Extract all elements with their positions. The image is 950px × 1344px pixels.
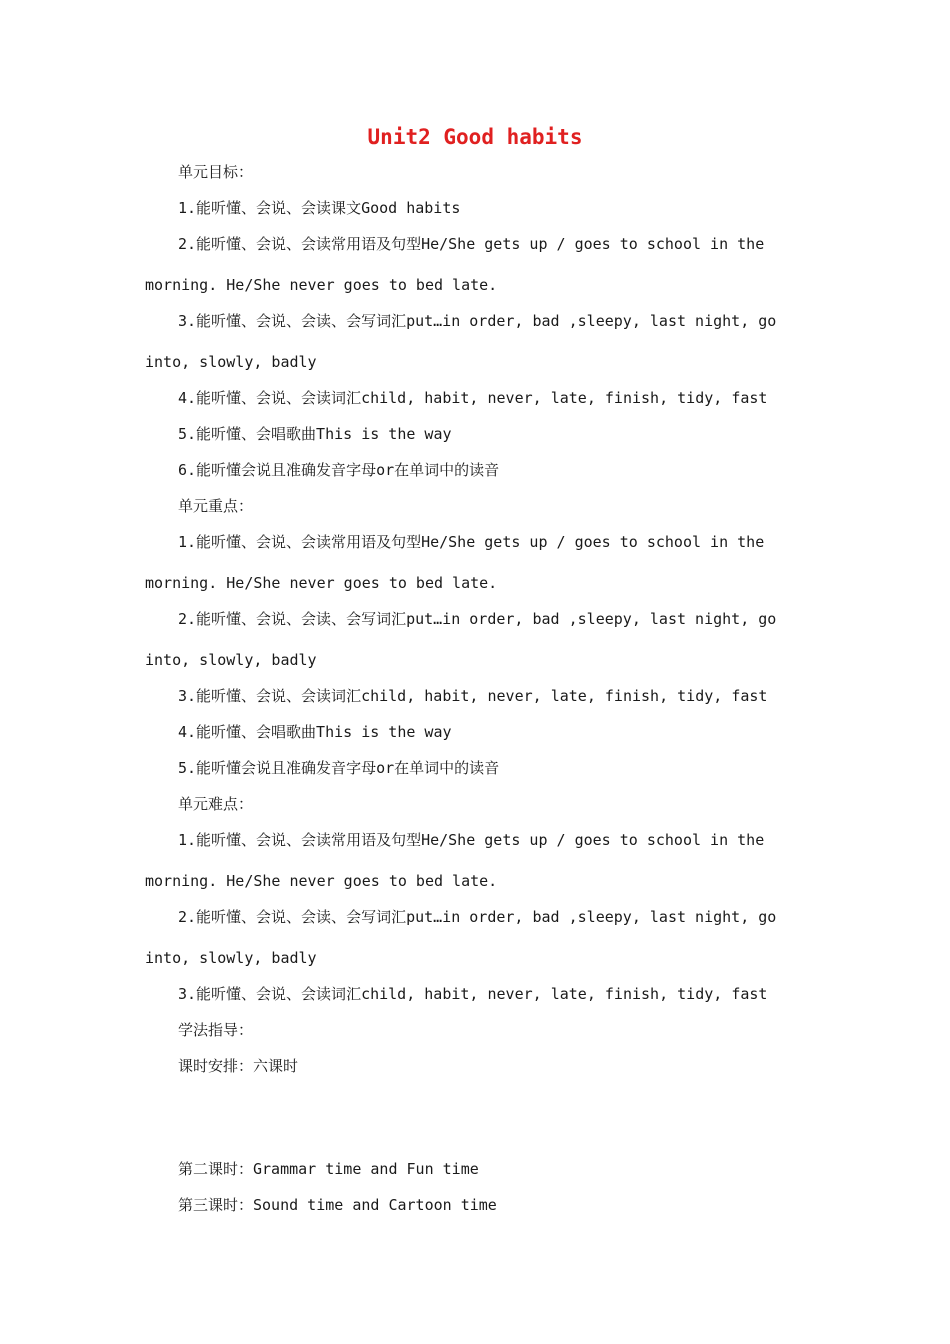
key-point-item-1: 1.能听懂、会说、会读常用语及句型He/She gets up / goes to school in the — [178, 533, 765, 551]
goal-item-1: 1.能听懂、会说、会读课文Good habits — [178, 199, 461, 217]
difficulty-item-1: 1.能听懂、会说、会读常用语及句型He/She gets up / goes to school in the — [178, 831, 765, 849]
key-point-item-5: 5.能听懂会说且准确发音字母or在单词中的读音 — [178, 759, 500, 777]
difficulty-item-1-continued: morning. He/She never goes to bed late. — [145, 872, 498, 890]
schedule-line: 课时安排：六课时 — [178, 1057, 299, 1075]
goal-item-3-continued: into, slowly, badly — [145, 353, 317, 371]
key-point-item-2: 2.能听懂、会说、会读、会写词汇put…in order, bad ,sleepy, last night, go — [178, 610, 777, 628]
goal-item-2-continued: morning. He/She never goes to bed late. — [145, 276, 498, 294]
page-title: Unit2 Good habits — [367, 125, 583, 149]
difficulty-item-3: 3.能听懂、会说、会读词汇child, habit, never, late, finish, tidy, fast — [178, 985, 768, 1003]
key-point-item-2-continued: into, slowly, badly — [145, 651, 317, 669]
lesson-2-line: 第二课时：Grammar time and Fun time — [178, 1160, 479, 1178]
key-point-item-4: 4.能听懂、会唱歌曲This is the way — [178, 723, 452, 741]
goal-item-4: 4.能听懂、会说、会读词汇child, habit, never, late, finish, tidy, fast — [178, 389, 768, 407]
goals-heading: 单元目标： — [178, 163, 254, 181]
study-guide-heading: 学法指导： — [178, 1021, 254, 1039]
difficulties-heading: 单元难点： — [178, 795, 254, 813]
key-point-item-1-continued: morning. He/She never goes to bed late. — [145, 574, 498, 592]
goal-item-5: 5.能听懂、会唱歌曲This is the way — [178, 425, 452, 443]
key-point-item-3: 3.能听懂、会说、会读词汇child, habit, never, late, finish, tidy, fast — [178, 687, 768, 705]
lesson-3-line: 第三课时：Sound time and Cartoon time — [178, 1196, 497, 1214]
goal-item-2: 2.能听懂、会说、会读常用语及句型He/She gets up / goes to school in the — [178, 235, 765, 253]
difficulty-item-2: 2.能听懂、会说、会读、会写词汇put…in order, bad ,sleepy, last night, go — [178, 908, 777, 926]
goal-item-3: 3.能听懂、会说、会读、会写词汇put…in order, bad ,sleepy, last night, go — [178, 312, 777, 330]
difficulty-item-2-continued: into, slowly, badly — [145, 949, 317, 967]
key-points-heading: 单元重点： — [178, 497, 254, 515]
goal-item-6: 6.能听懂会说且准确发音字母or在单词中的读音 — [178, 461, 500, 479]
